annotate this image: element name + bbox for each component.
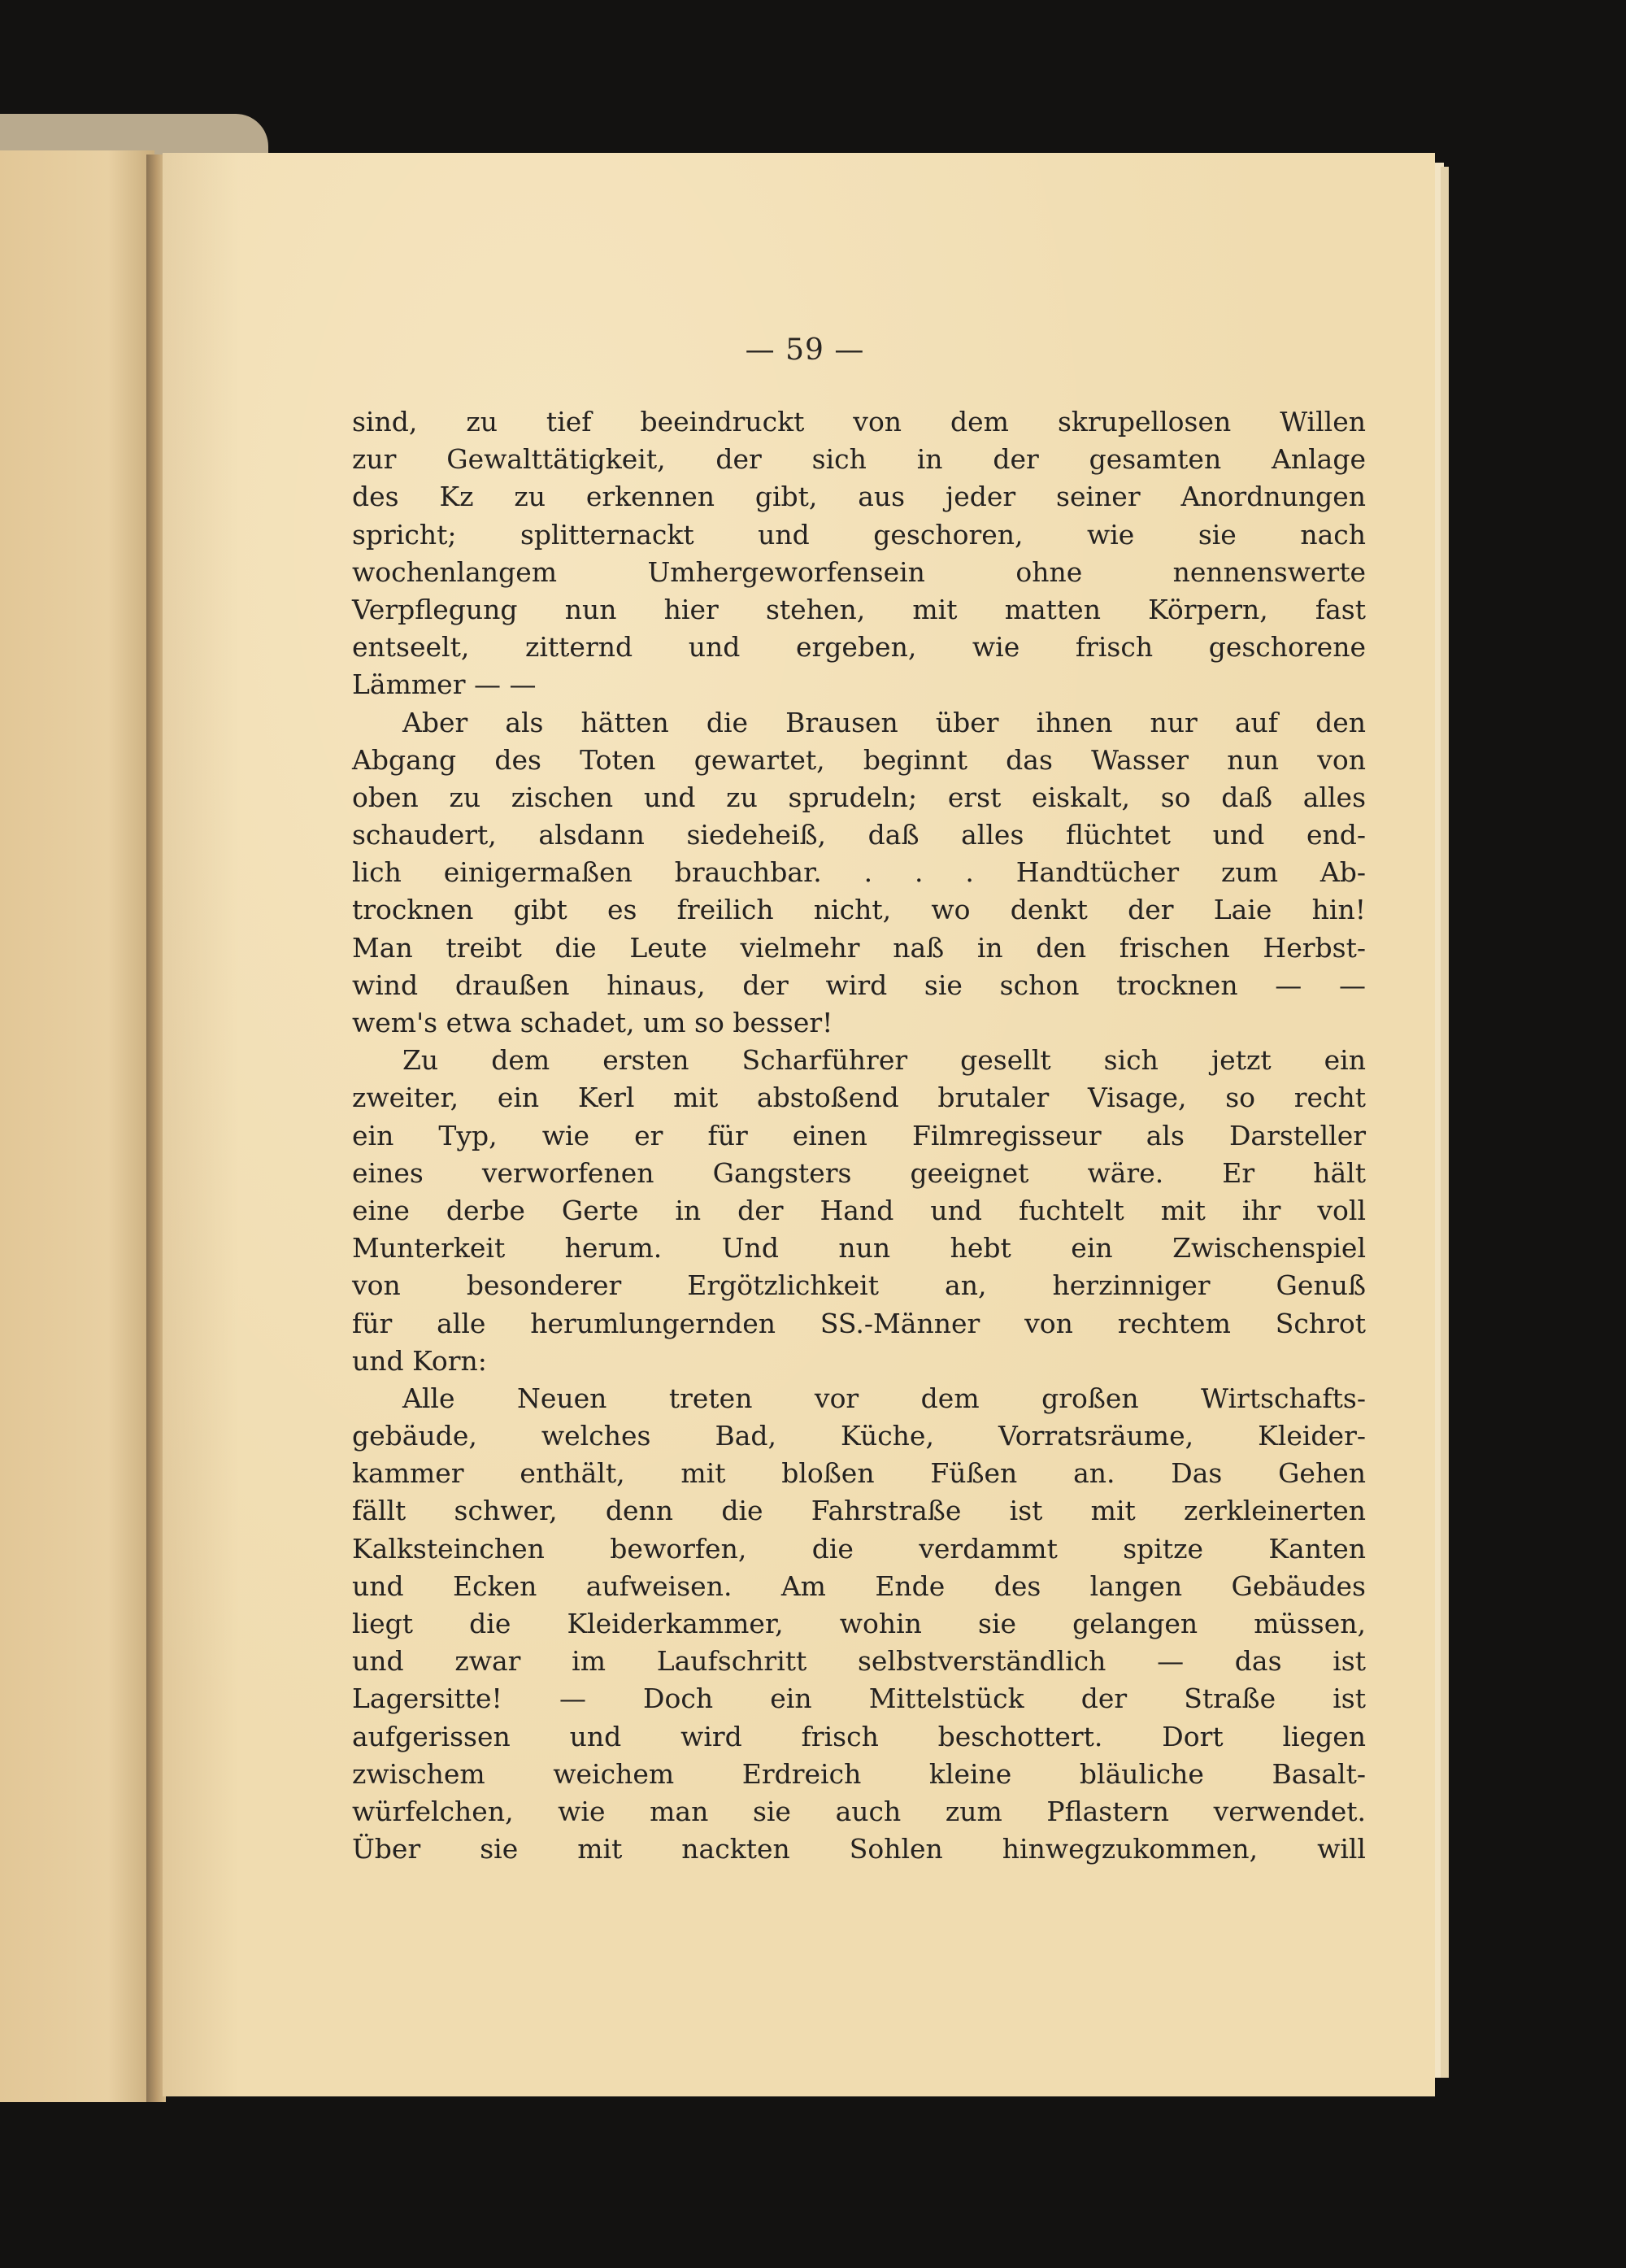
text-line: entseelt, zitternd und ergeben, wie frisch geschorene — [352, 631, 1366, 664]
text-line: Lämmer — — — [352, 668, 537, 701]
previous-page-edge — [0, 150, 154, 2102]
text-line: würfelchen, wie man sie auch zum Pflastern verwendet. — [352, 1795, 1366, 1827]
text-line: Lagersitte! — Doch ein Mittelstück der Straße ist — [352, 1682, 1366, 1715]
text-line: ein Typ, wie er für einen Filmregisseur als Darsteller — [352, 1119, 1366, 1151]
text-line: fällt schwer, denn die Fahrstraße ist mit zerkleinerten — [352, 1495, 1366, 1527]
text-line: Abgang des Toten gewartet, beginnt das Wasser nun von — [352, 743, 1366, 776]
text-line: für alle herumlungernden SS.-Männer von rechtem Schrot — [352, 1307, 1366, 1339]
text-line: Man treibt die Leute vielmehr naß in den frischen Herbst- — [352, 931, 1366, 964]
text-line: aufgerissen und wird frisch beschottert. Dort liegen — [352, 1720, 1366, 1752]
text-line: Alle Neuen treten vor dem großen Wirtschafts- — [402, 1382, 1366, 1414]
book-page — [163, 153, 1435, 2096]
text-line: Über sie mit nackten Sohlen hinwegzukommen, will — [352, 1833, 1366, 1865]
text-line: Kalksteinchen beworfen, die verdammt spitze Kanten — [352, 1532, 1366, 1565]
text-line: wem's etwa schadet, um so besser! — [352, 1007, 833, 1038]
text-line: Aber als hätten die Brausen über ihnen nur auf den — [402, 706, 1366, 738]
page-edge — [1441, 167, 1449, 2078]
text-line: wind draußen hinaus, der wird sie schon trocknen — — — [352, 969, 1366, 1001]
text-line: spricht; splitternackt und geschoren, wie sie nach — [352, 518, 1366, 551]
text-line: sind, zu tief beeindruckt von dem skrupellosen Willen — [352, 406, 1366, 437]
text-line: lich einigermaßen brauchbar. . . . Handtücher zum Ab- — [352, 856, 1366, 889]
text-line: Zu dem ersten Scharführer gesellt sich jetzt ein — [402, 1044, 1366, 1077]
text-line: eine derbe Gerte in der Hand und fuchtelt mit ihr voll — [352, 1194, 1366, 1226]
text-line: zweiter, ein Kerl mit abstoßend brutaler Visage, so recht — [352, 1082, 1366, 1114]
text-line: eines verworfenen Gangsters geeignet wäre. Er hält — [352, 1156, 1366, 1189]
text-line: und zwar im Laufschritt selbstverständlich — das ist — [352, 1645, 1366, 1678]
text-line: oben zu zischen und zu sprudeln; erst eiskalt, so daß alles — [352, 781, 1366, 813]
text-line: und Korn: — [352, 1344, 487, 1377]
text-line: zwischem weichem Erdreich kleine bläuliche Basalt- — [352, 1757, 1366, 1790]
text-line: Munterkeit herum. Und nun hebt ein Zwischenspiel — [352, 1232, 1366, 1265]
text-line: trocknen gibt es freilich nicht, wo denkt der Laie hin! — [352, 894, 1366, 926]
text-line: und Ecken aufweisen. Am Ende des langen Gebäudes — [352, 1569, 1366, 1602]
text-line: kammer enthält, mit bloßen Füßen an. Das Gehen — [352, 1457, 1366, 1490]
body-text — [352, 403, 1366, 1868]
text-line: wochenlangem Umhergeworfensein ohne nennenswerte — [352, 555, 1366, 588]
text-line: von besonderer Ergötzlichkeit an, herzinniger Genuß — [352, 1269, 1366, 1302]
text-line: gebäude, welches Bad, Küche, Vorratsräume, Kleider- — [352, 1420, 1366, 1452]
page-number: — 59 — — [745, 333, 865, 367]
text-line: liegt die Kleiderkammer, wohin sie gelangen müssen, — [352, 1608, 1366, 1639]
text-line: zur Gewalttätigkeit, der sich in der gesamten Anlage — [352, 443, 1366, 476]
text-line: schaudert, alsdann siedeheiß, daß alles flüchtet und end- — [352, 819, 1366, 851]
text-line: Verpflegung nun hier stehen, mit matten Körpern, fast — [352, 593, 1366, 625]
text-line: des Kz zu erkennen gibt, aus jeder seiner Anordnungen — [352, 481, 1366, 513]
